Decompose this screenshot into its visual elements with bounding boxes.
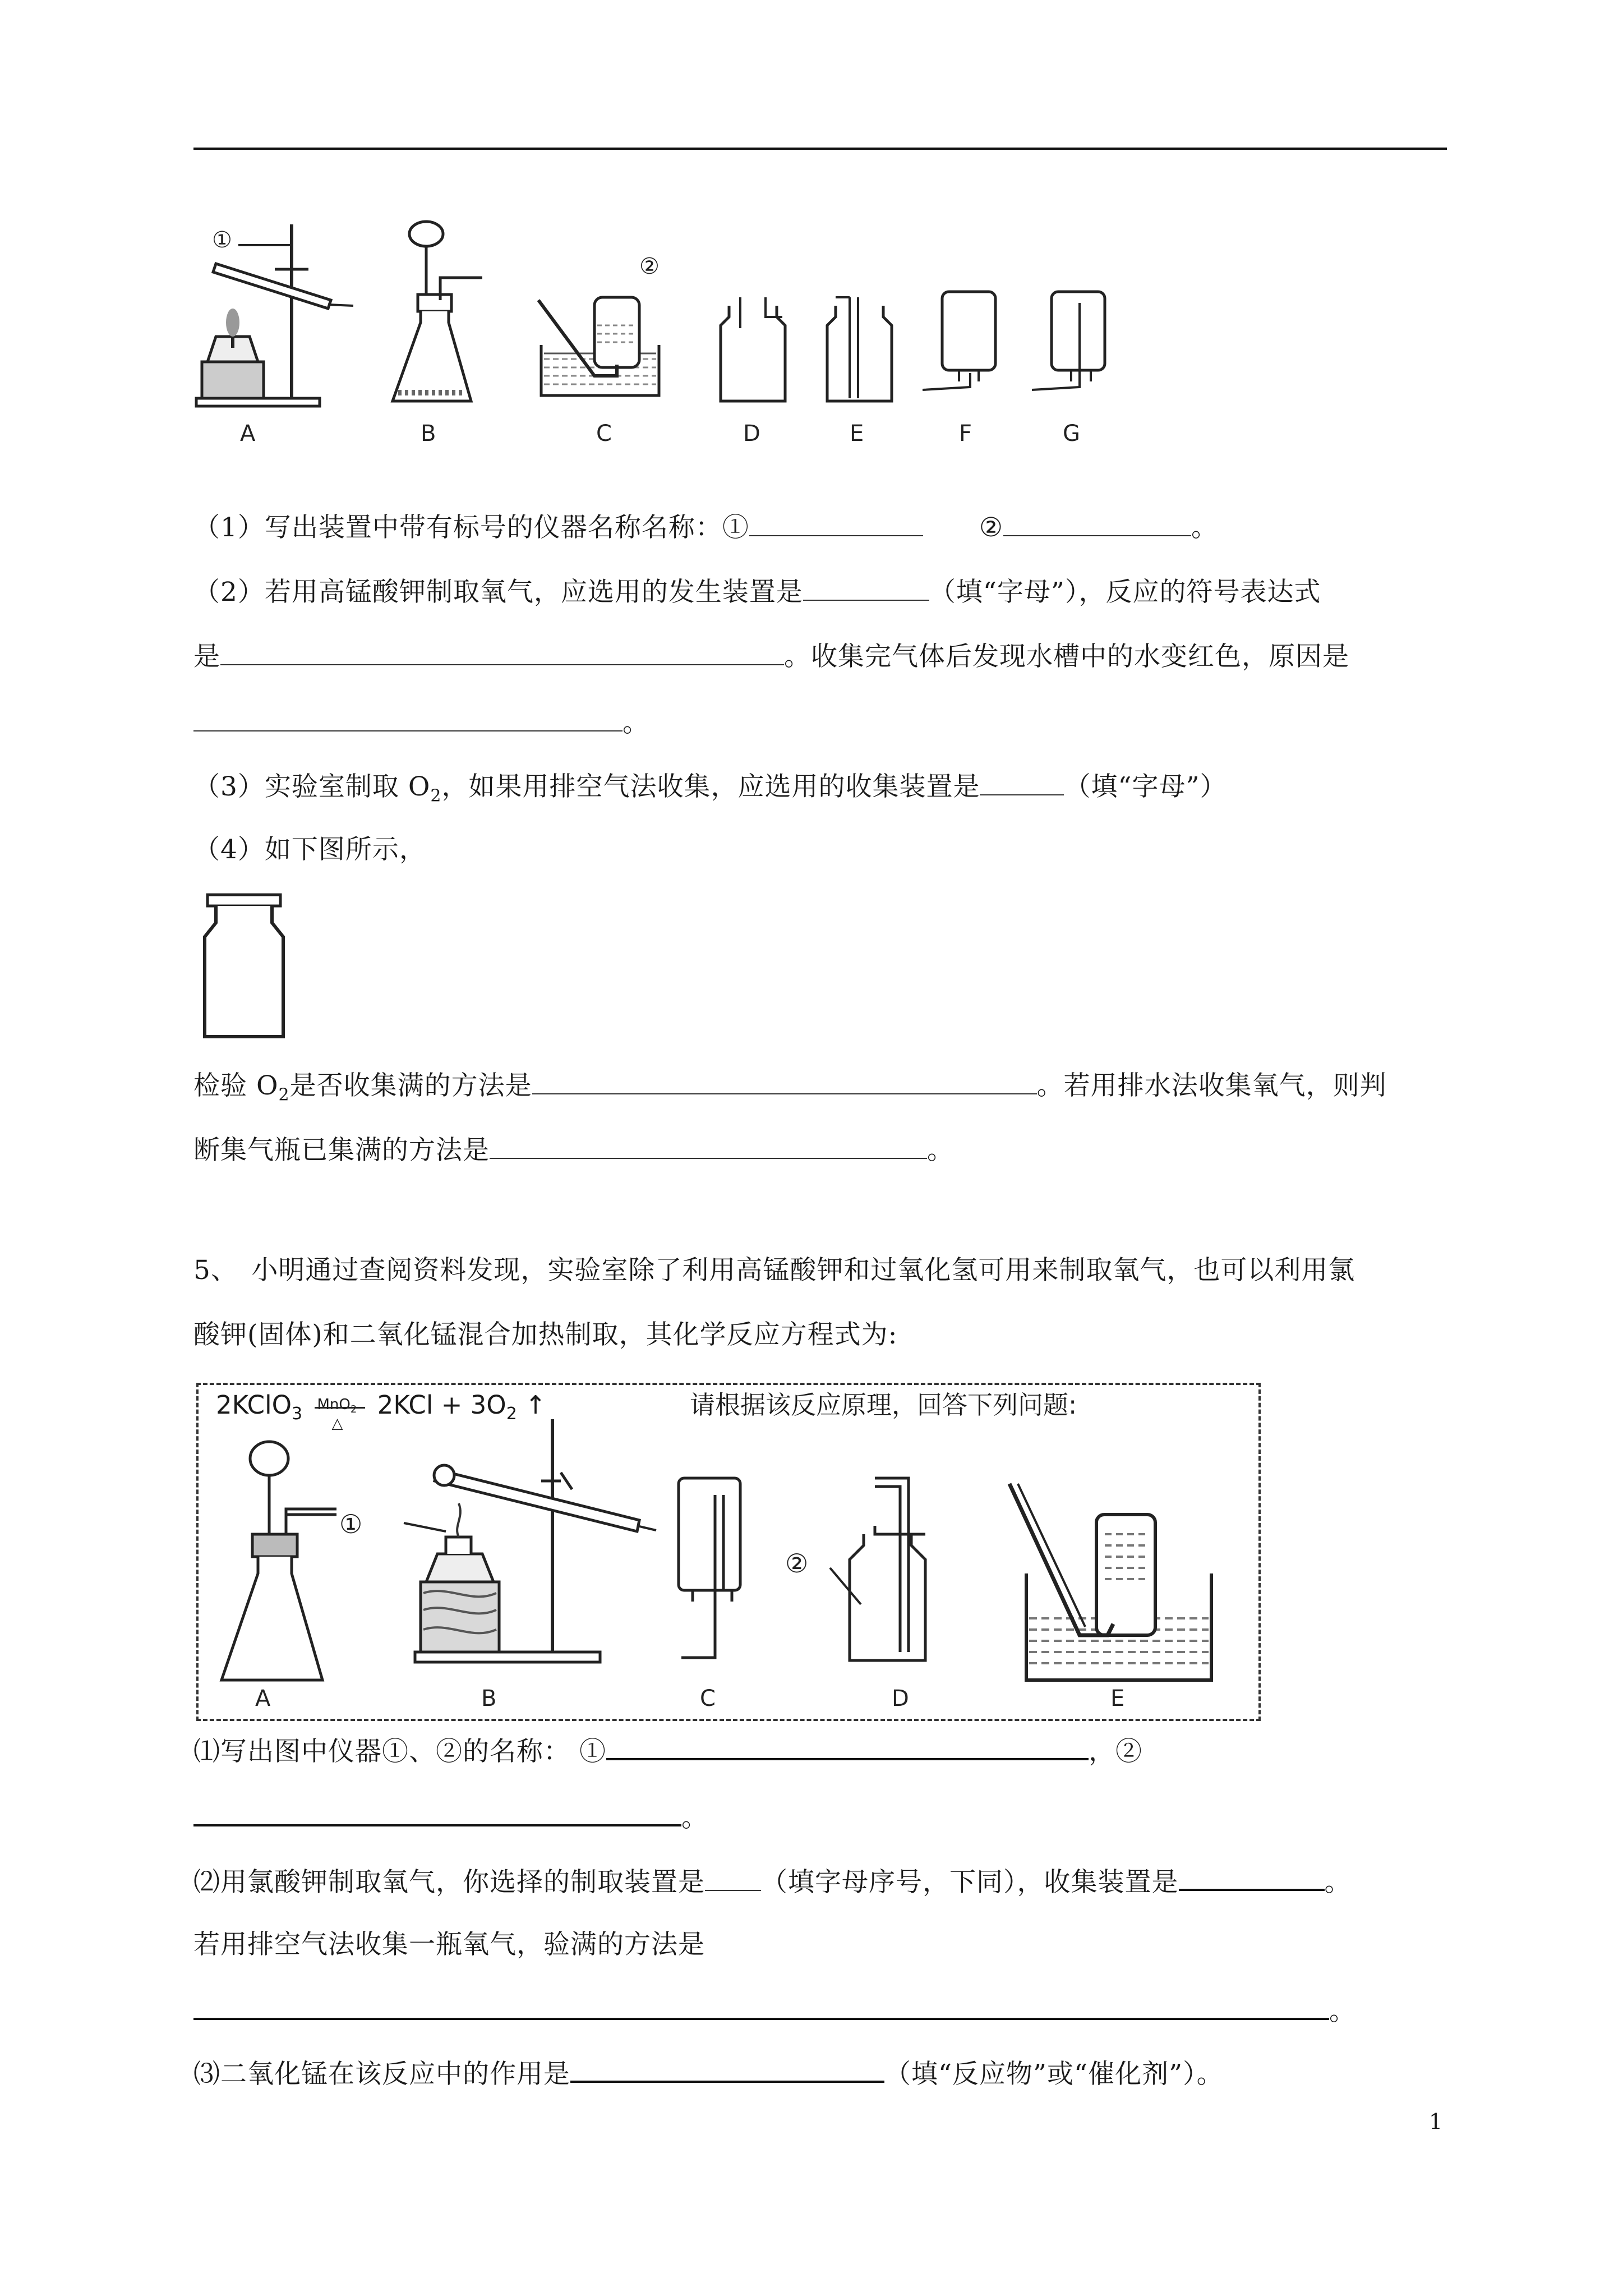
answer-blank-q5-collector[interactable] [1179, 1864, 1325, 1891]
figure-1-label-d: D [743, 421, 760, 447]
question-5-circle-1: ① [339, 1509, 363, 1539]
question-4-line-2: 断集气瓶已集满的方法是 。 [193, 1133, 954, 1167]
question-5-sub-3: ⑶二氧化锰在该反应中的作用是 （填“反应物”或“催化剂”）。 [193, 2056, 1224, 2091]
apparatus-5a-flask [216, 1439, 345, 1688]
question-5-circle-2: ② [785, 1548, 809, 1579]
question-5-line-2: 酸钾(固体)和二氧化锰混合加热制取，其化学反应方程式为: [193, 1319, 898, 1350]
question-2-line-3: 。 [193, 706, 649, 740]
question-5-label-d: D [892, 1686, 909, 1711]
question-5-label-a: A [255, 1686, 271, 1711]
answer-blank-q4-full[interactable] [490, 1133, 927, 1159]
figure-1-label-c: C [596, 421, 612, 447]
question-4-intro: （4）如下图所示， [193, 834, 426, 865]
answer-blank-q2-device[interactable] [803, 575, 929, 601]
answer-blank-q4-check[interactable] [532, 1069, 1037, 1094]
leader-line-1 [238, 242, 294, 248]
question-4-line-1: 检验 $O_2$是否收集满的方法是 。若用排水法收集氧气，则判 [193, 1069, 1387, 1112]
question-2-line-1: （2）若用高锰酸钾制取氧气，应选用的发生装置是 （填“字母”），反应的符号表达式 [193, 575, 1321, 609]
question-3: （3）实验室制取 $O_2$，如果用排空气法收集，应选用的收集装置是 （填“字母”） [193, 770, 1227, 813]
apparatus-d-bottle [718, 295, 791, 404]
question-5-sub-1: ⑴写出图中仪器①、②的名称： ① ，② [193, 1733, 1142, 1769]
figure-1-label-f: F [959, 421, 972, 447]
question-1: （1）写出装置中带有标号的仪器名称名称：① ② 。 [193, 510, 1218, 545]
question-5-sub-1-line-2: 。 [193, 1800, 708, 1835]
page-number: 1 [1429, 2109, 1443, 2134]
answer-blank-q1-2[interactable] [1003, 510, 1191, 536]
answer-blank-q5-role[interactable] [570, 2056, 884, 2083]
question-5-label-c: C [700, 1686, 716, 1711]
question-5-label-e: E [1110, 1686, 1125, 1711]
question-5-sub-2: ⑵用氯酸钾制取氧气，你选择的制取装置是 （填字母序号，下同），收集装置是 。 [193, 1864, 1352, 1899]
question-2-line-2: 是 。收集完气体后发现水槽中的水变红色，原因是 [193, 639, 1349, 674]
answer-blank-q2-reason[interactable] [193, 706, 623, 731]
answer-blank-q5-verify-full[interactable] [193, 1993, 1329, 2020]
figure-1-label-b: B [421, 421, 436, 447]
gas-collection-bottle-figure [199, 892, 289, 1041]
figure-1-label-e: E [850, 421, 864, 447]
apparatus-5c-inverted-bottle [670, 1473, 749, 1663]
question-5-label-b: B [481, 1686, 497, 1711]
question-5-sub-2-line-3: 。 [193, 1993, 1356, 2028]
answer-blank-q2-expression[interactable] [220, 639, 784, 665]
answer-blank-q5-instrument-1[interactable] [606, 1733, 1089, 1760]
leader-line-2 [827, 1565, 866, 1610]
figure-instruction: 请根据该反应原理，回答下列问题: [690, 1390, 1077, 1420]
chemical-equation: 2KClO$_3$ MnO$_2$ △ $2KCl + 3O_2$ ↑ [216, 1390, 546, 1432]
answer-blank-q5-instrument-2[interactable] [193, 1800, 681, 1826]
apparatus-f-inverted-bottle [920, 289, 1004, 401]
apparatus-e-bottle [824, 295, 897, 404]
answer-blank-q1-1[interactable] [749, 510, 923, 536]
answer-blank-q5-device[interactable] [705, 1865, 761, 1891]
reaction-condition: MnO$_2$ △ [310, 1390, 369, 1424]
answer-blank-q3[interactable] [980, 770, 1064, 795]
figure-1-label-a: A [240, 421, 256, 447]
figure-1-circle-1: ① [212, 227, 232, 253]
question-5-sub-2-line-2: 若用排空气法收集一瓶氧气，验满的方法是 [193, 1929, 705, 1960]
apparatus-5b-heating [393, 1414, 656, 1666]
figure-1-circle-2: ② [639, 254, 660, 279]
apparatus-5e-water-trough [1004, 1467, 1228, 1686]
figure-1-label-g: G [1063, 421, 1080, 447]
question-5-line-1: 5、 小明通过查阅资料发现，实验室除了利用高锰酸钾和过氧化氢可用来制取氧气，也可以利用氯 [193, 1255, 1355, 1286]
apparatus-b-flask [387, 222, 499, 409]
apparatus-g-inverted-bottle [1029, 289, 1113, 401]
header-rule [193, 148, 1447, 150]
